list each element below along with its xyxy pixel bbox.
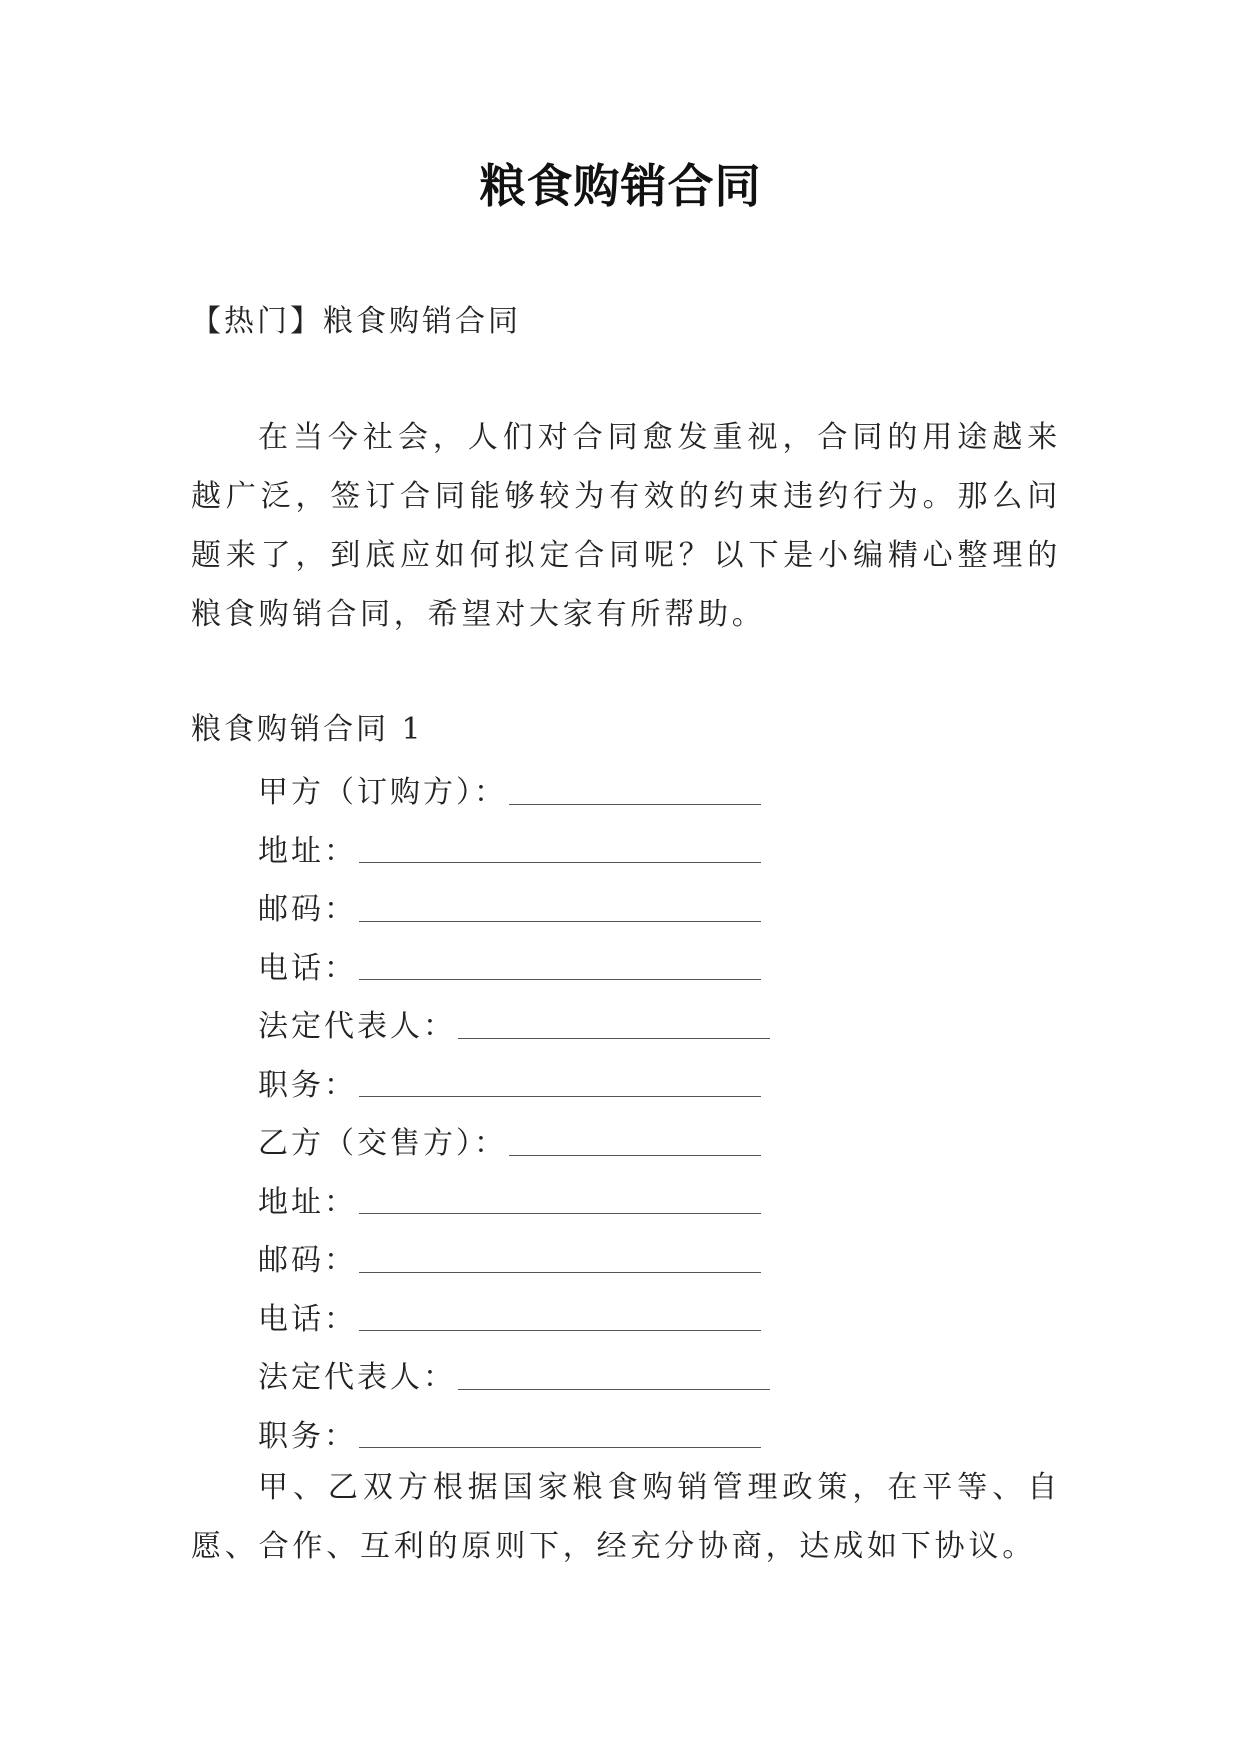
fill-in-blank[interactable] bbox=[359, 891, 761, 922]
fill-in-blank[interactable] bbox=[359, 1242, 761, 1273]
party-fields bbox=[258, 760, 1078, 1462]
fill-in-blank[interactable] bbox=[458, 1008, 770, 1039]
field-label: 地址： bbox=[258, 1184, 357, 1220]
document-title: 粮食购销合同 bbox=[479, 159, 762, 213]
field-address-b bbox=[258, 1170, 1078, 1229]
field-postcode-b bbox=[258, 1228, 1078, 1287]
field-label: 甲方（订购方）： bbox=[258, 775, 507, 811]
document-subtitle: 【热门】粮食购销合同 bbox=[191, 304, 521, 339]
field-label: 邮码： bbox=[258, 1243, 357, 1279]
field-label: 邮码： bbox=[258, 892, 357, 928]
fill-in-blank[interactable] bbox=[359, 1183, 761, 1214]
fill-in-blank[interactable] bbox=[458, 1359, 770, 1390]
closing-paragraph: 甲、乙双方根据国家粮食购销管理政策，在平等、自愿、合作、互利的原则下，经充分协商，达成如下协议。 bbox=[191, 1470, 1061, 1564]
field-label: 乙方（交售方）： bbox=[258, 1126, 507, 1162]
field-label: 地址： bbox=[258, 833, 357, 869]
field-label: 职务： bbox=[258, 1067, 357, 1103]
field-label: 电话： bbox=[258, 950, 357, 986]
field-phone-a bbox=[258, 936, 1078, 995]
field-address-a bbox=[258, 819, 1078, 878]
field-party-b bbox=[258, 1111, 1078, 1170]
fill-in-blank[interactable] bbox=[509, 774, 761, 805]
field-position-b bbox=[258, 1404, 1078, 1463]
fill-in-blank[interactable] bbox=[359, 949, 761, 980]
fill-in-blank[interactable] bbox=[509, 1125, 761, 1156]
field-legal-rep-b bbox=[258, 1345, 1078, 1404]
field-legal-rep-a bbox=[258, 994, 1078, 1053]
fill-in-blank[interactable] bbox=[359, 832, 761, 863]
section-heading: 粮食购销合同 1 bbox=[191, 712, 424, 747]
intro-paragraph: 在当今社会，人们对合同愈发重视，合同的用途越来越广泛，签订合同能够较为有效的约束违约行为。那么问题来了，到底应如何拟定合同呢？以下是小编精心整理的粮食购销合同，希望对大家有所帮助。 bbox=[191, 420, 1061, 632]
field-label: 职务： bbox=[258, 1418, 357, 1454]
field-label: 法定代表人： bbox=[258, 1009, 456, 1045]
field-label: 法定代表人： bbox=[258, 1360, 456, 1396]
field-position-a bbox=[258, 1053, 1078, 1112]
fill-in-blank[interactable] bbox=[359, 1300, 761, 1331]
fill-in-blank[interactable] bbox=[359, 1417, 761, 1448]
field-postcode-a bbox=[258, 877, 1078, 936]
field-phone-b bbox=[258, 1287, 1078, 1346]
field-party-a bbox=[258, 760, 1078, 819]
field-label: 电话： bbox=[258, 1301, 357, 1337]
fill-in-blank[interactable] bbox=[359, 1066, 761, 1097]
